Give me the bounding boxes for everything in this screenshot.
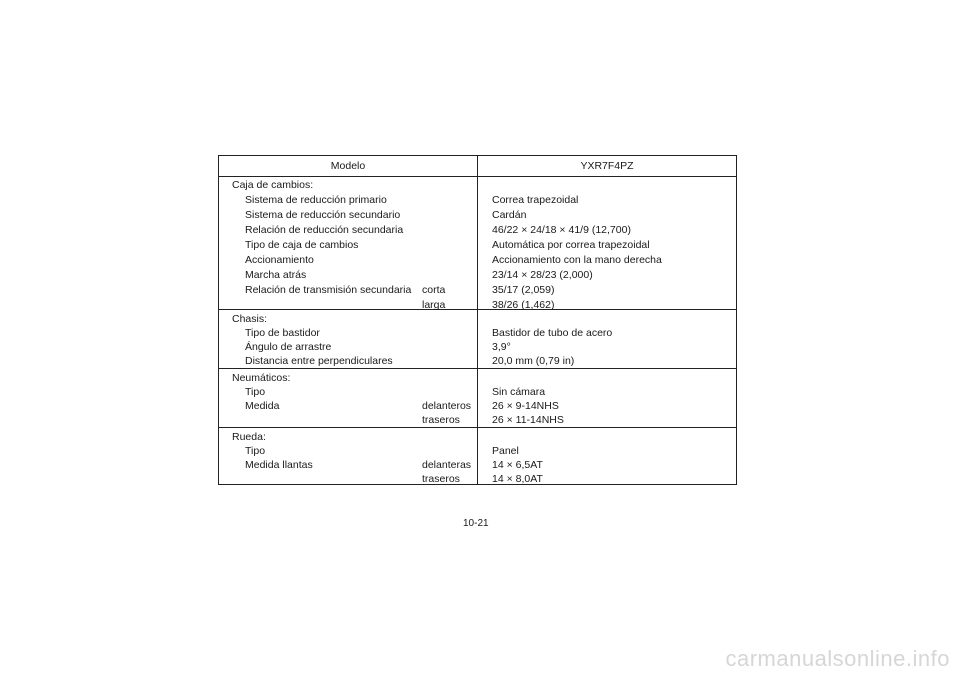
row-value: Bastidor de tubo de acero <box>492 327 613 339</box>
table-header <box>219 156 736 177</box>
row-sub: traseros <box>422 414 460 426</box>
watermark-text: carmanualsonline.info <box>725 646 950 671</box>
section-title: Chasis: <box>232 313 268 325</box>
section-title: Caja de cambios: <box>232 179 314 191</box>
table-row <box>219 385 736 399</box>
table-row <box>219 253 736 267</box>
row-label: Sistema de reducción primario <box>245 194 387 206</box>
table-row <box>219 193 736 207</box>
header-model-label: Modelo <box>330 160 366 172</box>
row-label: Relación de transmisión secundaria <box>245 284 412 296</box>
row-label: Sistema de reducción secundario <box>245 209 401 221</box>
section-title: Neumáticos: <box>232 372 291 384</box>
section-gearbox <box>219 177 736 310</box>
row-value: 14 × 8,0AT <box>492 473 543 485</box>
section-tires <box>219 369 736 428</box>
row-sub: delanteras <box>422 459 472 471</box>
row-value: Correa trapezoidal <box>492 194 579 206</box>
row-label: Tipo de bastidor <box>245 327 320 339</box>
table-row <box>219 223 736 237</box>
header-model-value: YXR7F4PZ <box>580 160 634 172</box>
section-wheel <box>219 428 736 484</box>
table-row <box>219 458 736 472</box>
table-row <box>219 208 736 222</box>
table-row <box>219 399 736 413</box>
row-label: Medida <box>245 400 280 412</box>
row-label: Relación de reducción secundaria <box>245 224 404 236</box>
table-row <box>219 444 736 458</box>
row-label: Marcha atrás <box>245 269 307 281</box>
row-sub: larga <box>422 299 446 311</box>
table-row <box>219 238 736 252</box>
table-row <box>219 413 736 427</box>
row-value: 20,0 mm (0,79 in) <box>492 355 575 367</box>
row-value: 14 × 6,5AT <box>492 459 543 471</box>
row-label: Ángulo de arrastre <box>245 341 332 353</box>
row-value: 23/14 × 28/23 (2,000) <box>492 269 593 281</box>
row-label: Accionamiento <box>245 254 314 266</box>
page-number: 10-21 <box>463 518 489 529</box>
row-value: Automática por correa trapezoidal <box>492 239 650 251</box>
spec-table <box>218 155 737 485</box>
table-row <box>219 354 736 368</box>
row-value: Cardán <box>492 209 527 221</box>
row-sub: delanteros <box>422 400 472 412</box>
row-sub: corta <box>422 284 446 296</box>
row-value: Sin cámara <box>492 386 546 398</box>
row-label: Tipo de caja de cambios <box>245 239 359 251</box>
row-value: 26 × 11-14NHS <box>492 414 564 426</box>
row-value: 38/26 (1,462) <box>492 299 555 311</box>
table-row <box>219 472 736 486</box>
row-sub: traseros <box>422 473 460 485</box>
table-row <box>219 326 736 340</box>
row-value: 46/22 × 24/18 × 41/9 (12,700) <box>492 224 631 236</box>
row-label: Tipo <box>245 386 266 398</box>
row-label: Tipo <box>245 445 266 457</box>
table-row <box>219 283 736 297</box>
row-label: Medida llantas <box>245 459 313 471</box>
row-value: Accionamiento con la mano derecha <box>492 254 662 266</box>
table-row <box>219 340 736 354</box>
section-title: Rueda: <box>232 431 266 443</box>
row-value: 26 × 9-14NHS <box>492 400 559 412</box>
row-value: 3,9° <box>492 341 511 353</box>
row-value: Panel <box>492 445 519 457</box>
row-label: Distancia entre perpendiculares <box>245 355 393 367</box>
section-chassis <box>219 310 736 369</box>
row-value: 35/17 (2,059) <box>492 284 555 296</box>
table-row <box>219 268 736 282</box>
